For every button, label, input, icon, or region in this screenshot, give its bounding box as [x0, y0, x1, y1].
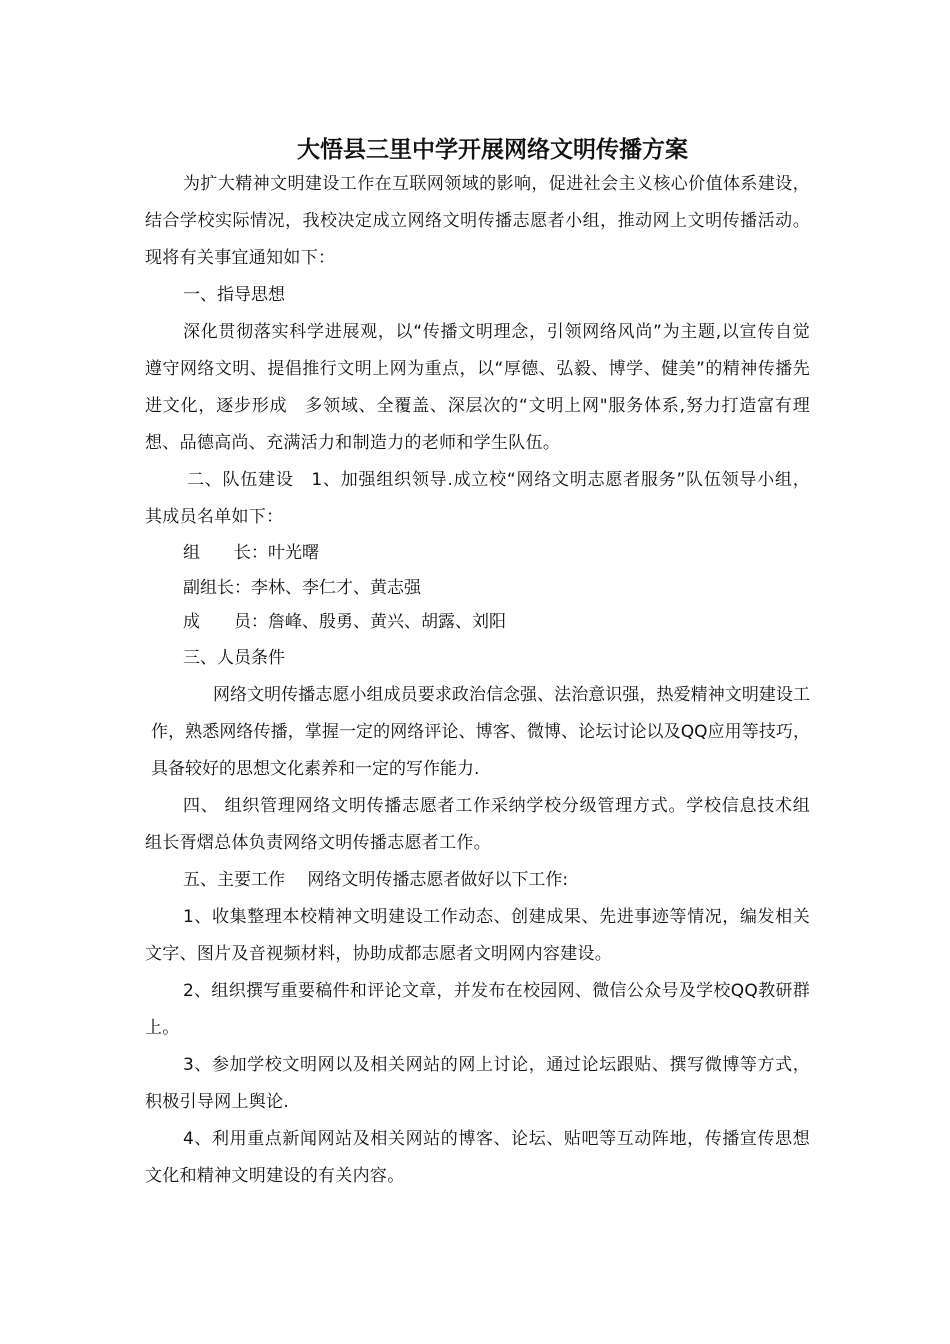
team-building-paragraph: 二、队伍建设 1、加强组织领导.成立校“网络文明志愿者服务”队伍领导小组，其成员名单如下： — [145, 470, 810, 527]
task-item-2: 2、组织撰写重要稿件和评论文章，并发布在校园网、微信公众号及学校QQ教研群上。 — [145, 980, 810, 1038]
section-heading-personnel-requirements: 三、人员条件 — [183, 647, 285, 668]
section-heading-guiding-ideology: 一、指导思想 — [183, 285, 285, 305]
roster-deputy-leaders: 副组长：李林、李仁才、黄志强 — [183, 577, 421, 598]
document-title: 大悟县三里中学开展网络文明传播方案 — [297, 137, 688, 163]
roster-leader: 组 长：叶光曙 — [183, 543, 319, 563]
task-item-4: 4、利用重点新闻网站及相关网站的博客、论坛、贴吧等互动阵地，传播宣传思想文化和精神文明建设的有关内容。 — [145, 1128, 810, 1186]
document-page — [145, 128, 810, 1195]
roster-members: 成 员：詹峰、殷勇、黄兴、胡露、刘阳 — [183, 612, 506, 632]
organization-management-paragraph: 四、 组织管理网络文明传播志愿者工作采纳学校分级管理方式。学校信息技术组组长胥熠总体负责网络文明传播志愿者工作。 — [145, 795, 810, 853]
task-item-3: 3、参加学校文明网以及相关网站的网上讨论，通过论坛跟贴、撰写微博等方式，积极引导网上舆论. — [145, 1054, 810, 1112]
personnel-requirements-paragraph: 网络文明传播志愿小组成员要求政治信念强、法治意识强，热爱精神文明建设工作，熟悉网络传播，掌握一定的网络评论、博客、微博、论坛讨论以及QQ应用等技巧，具备较好的思想文化素养和一定的写作能力. — [151, 684, 810, 779]
guiding-ideology-paragraph: 深化贯彻落实科学进展观，以“传播文明理念，引领网络风尚”为主题,以宣传自觉遵守网络文明、提倡推行文明上网为重点，以“厚德、弘毅、博学、健美”的精神传播先进文化，逐步形成 多领域、全覆盖、深层次的“文明上网"服务体系,努力打造富有理想、品德高尚、充满活力和制造力的老师和学生队伍。 — [145, 322, 810, 453]
section-heading-main-work: 五、主要工作 网络文明传播志愿者做好以下工作: — [183, 869, 569, 890]
task-item-1: 1、收集整理本校精神文明建设工作动态、创建成果、先进事迹等情况，编发相关文字、图片及音视频材料，协助成都志愿者文明网内容建设。 — [145, 906, 810, 964]
intro-paragraph: 为扩大精神文明建设工作在互联网领域的影响，促进社会主义核心价值体系建设，结合学校实际情况，我校决定成立网络文明传播志愿者小组，推动网上文明传播活动。现将有关事宜通知如下： — [145, 174, 810, 268]
